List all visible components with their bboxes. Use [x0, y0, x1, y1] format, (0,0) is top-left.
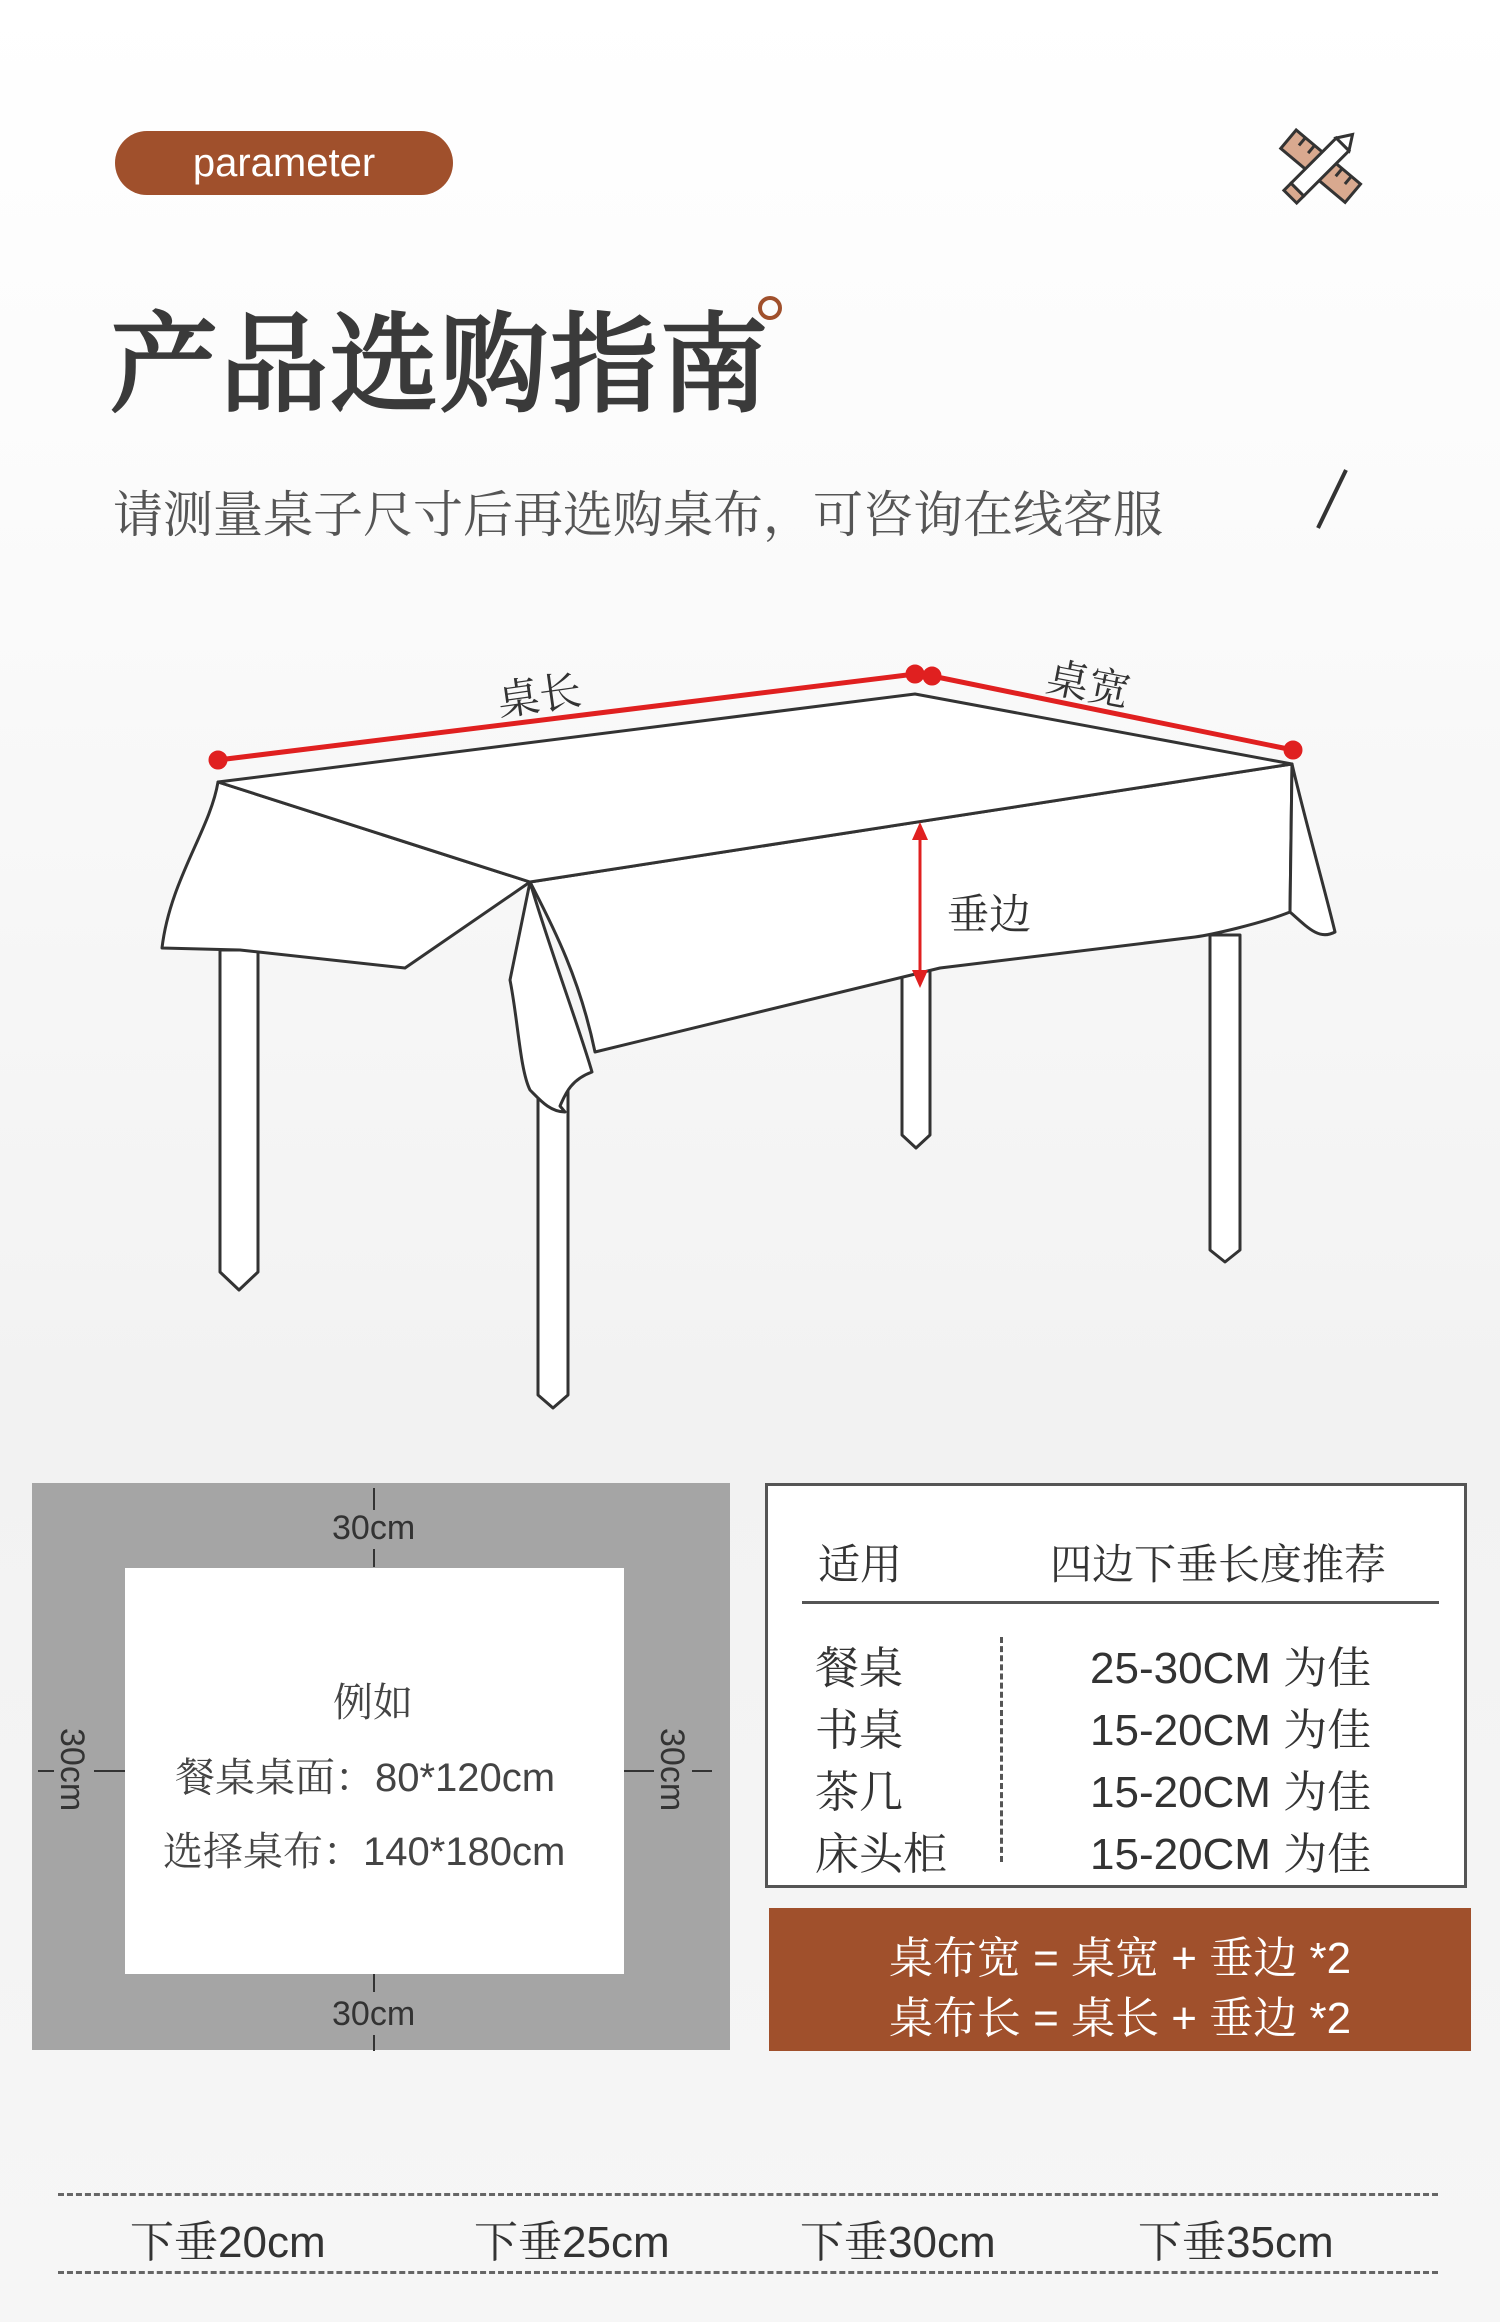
dashed-divider-bottom [58, 2271, 1438, 2274]
margin-bottom-label: 30cm [332, 1995, 416, 2033]
table-width-label: 桌宽 [1042, 653, 1135, 716]
header-divider [802, 1601, 1439, 1604]
column-header-usage: 适用 [818, 1541, 903, 1588]
row-value: 15-20CM 为佳 [1090, 1768, 1372, 1817]
slash-decoration [1312, 466, 1352, 532]
table-length-label: 桌长 [494, 666, 585, 725]
drop-option: 下垂35cm [1138, 2218, 1334, 2267]
table-leg [1210, 935, 1240, 1262]
tick-right [624, 1770, 654, 1772]
column-header-drop: 四边下垂长度推荐 [1050, 1541, 1387, 1588]
row-type: 茶几 [815, 1768, 903, 1817]
row-type: 书桌 [815, 1706, 903, 1755]
formula-width: 桌布宽 = 桌宽 + 垂边 *2 [888, 1934, 1352, 1983]
column-divider [1000, 1637, 1003, 1862]
example-table-size: 餐桌桌面：80*120cm [175, 1756, 556, 1800]
row-type: 餐桌 [815, 1644, 903, 1693]
tick-right [692, 1770, 712, 1772]
drop-label: 垂边 [947, 891, 1032, 938]
tick-bottom [373, 1974, 375, 1992]
example-cloth-size: 选择桌布：140*180cm [163, 1830, 566, 1874]
tick-bottom [373, 2035, 375, 2051]
cloth-right-drape [1290, 764, 1335, 935]
tick-left [94, 1770, 125, 1772]
tick-top [373, 1488, 375, 1510]
row-value: 15-20CM 为佳 [1090, 1830, 1372, 1879]
formula-length: 桌布长 = 桌长 + 垂边 *2 [888, 1994, 1352, 2043]
table-diagram [150, 650, 1350, 1410]
ruler-pencil-icon [1270, 124, 1370, 210]
drop-option: 下垂25cm [474, 2218, 670, 2267]
row-value: 25-30CM 为佳 [1090, 1644, 1372, 1693]
formula-box [769, 1908, 1471, 2051]
table-leg [538, 1090, 568, 1408]
drop-option: 下垂30cm [800, 2218, 996, 2267]
table-leg [902, 970, 930, 1148]
title-dot-decoration [758, 296, 782, 320]
length-measure-dot [908, 667, 922, 681]
length-measure-dot [211, 753, 225, 767]
page-title: 产品选购指南 [110, 304, 771, 425]
width-measure-dot [925, 669, 939, 683]
page-subtitle: 请测量桌子尺寸后再选购桌布，可咨询在线客服 [113, 487, 1163, 543]
parameter-badge: parameter [115, 131, 453, 195]
width-measure-dot [1286, 743, 1300, 757]
margin-left-label: 30cm [53, 1728, 91, 1812]
tick-top [373, 1549, 375, 1567]
row-type: 床头柜 [815, 1830, 947, 1879]
example-heading: 例如 [333, 1681, 413, 1725]
table-leg [220, 950, 258, 1290]
dashed-divider-top [58, 2193, 1438, 2196]
margin-right-label: 30cm [653, 1728, 691, 1812]
drop-option: 下垂20cm [130, 2218, 326, 2267]
row-value: 15-20CM 为佳 [1090, 1706, 1372, 1755]
margin-top-label: 30cm [332, 1509, 416, 1547]
